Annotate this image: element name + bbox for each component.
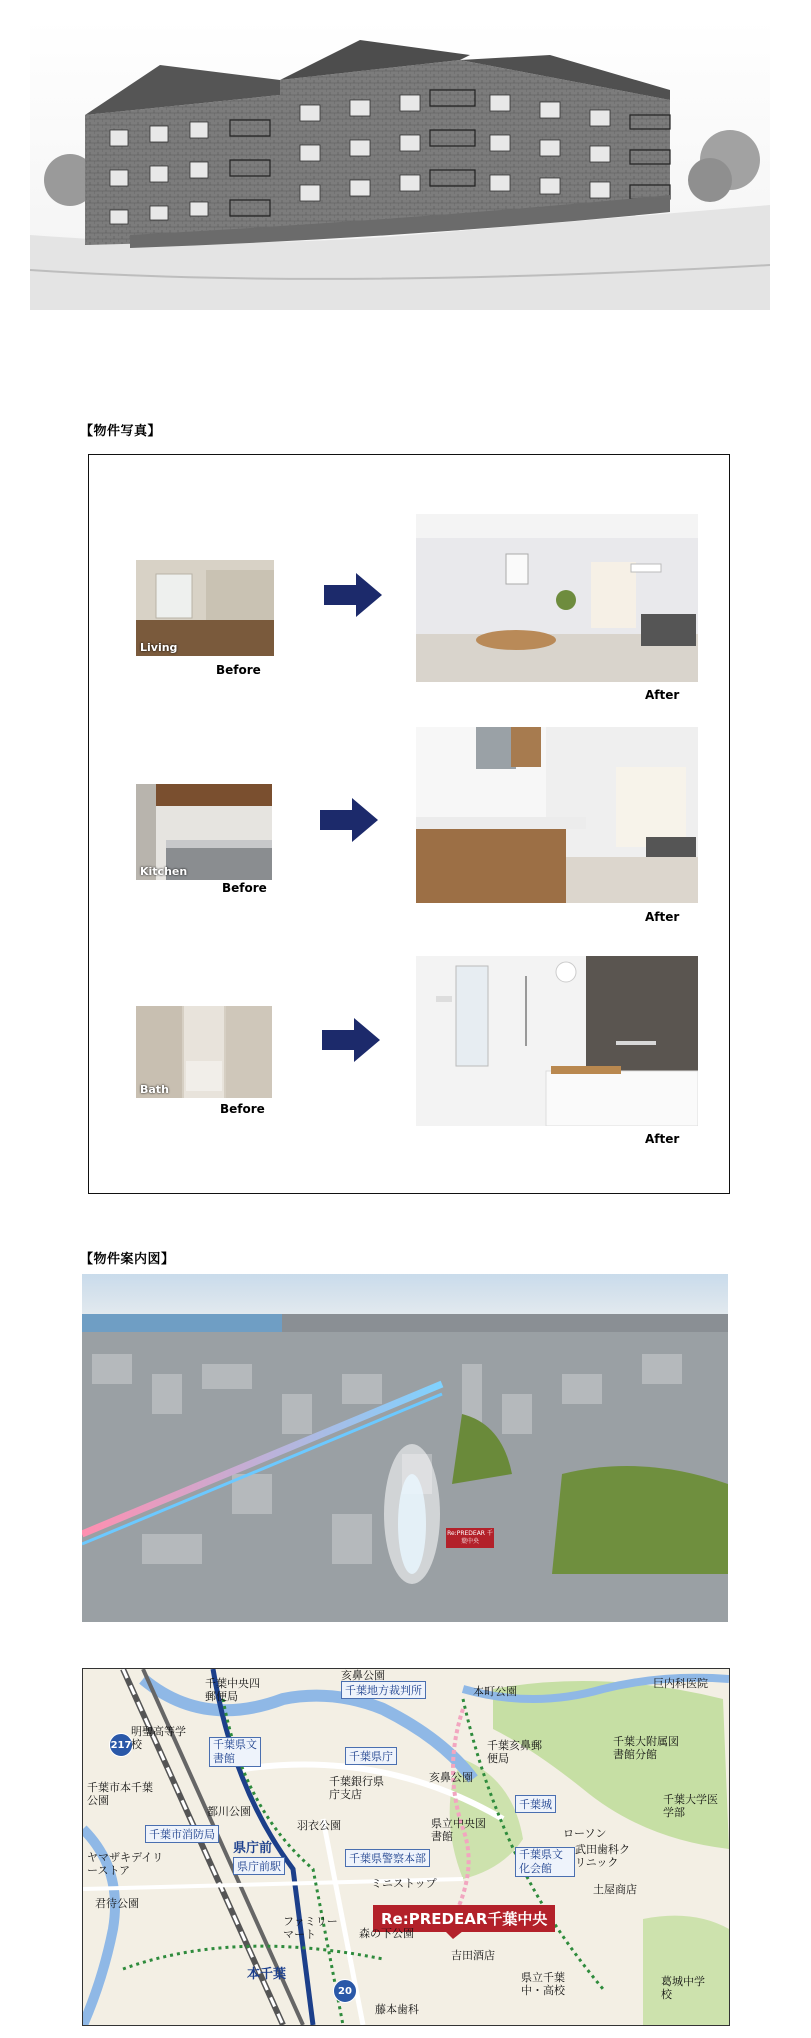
station-honchiba: 本千葉 [247,1967,287,1982]
map-label: 千葉大附属図書館分館 [613,1735,679,1761]
area-map [82,1668,730,2026]
landmark-kenchomae-station: 県庁前駅 [233,1857,285,1875]
map-label: 武田歯科クリニック [575,1843,630,1869]
landmark-chiba-archives: 千葉県文書館 [209,1737,261,1767]
kitchen-before-photo [136,784,272,880]
map-label: 土屋商店 [593,1883,637,1896]
map-label: 葛城中学校 [661,1975,705,2001]
living-after-caption: After [645,688,680,702]
map-label: 都川公園 [207,1805,251,1818]
living-arrow-icon [324,573,382,617]
bath-before-photo [136,1006,272,1098]
map-label: 千葉銀行県庁支店 [329,1775,384,1801]
landmark-chiba-cultural-hall: 千葉県文化会館 [515,1847,575,1877]
landmark-chiba-castle: 千葉城 [515,1795,556,1813]
aerial-property-tag: Re:PREDEAR 千葉中央 [446,1528,494,1548]
map-label: ヤマザキデイリーストア [87,1851,164,1877]
route-20-badge: 20 [333,1979,357,2003]
living-before-caption: Before [216,663,261,677]
bath-before-caption: Before [220,1102,265,1116]
landmark-chiba-district-court: 千葉地方裁判所 [341,1681,426,1699]
bath-after-photo [416,956,698,1126]
kitchen-room-label: Kitchen [140,865,188,878]
kitchen-after-caption: After [645,910,680,924]
map-label: 千葉亥鼻郵便局 [487,1739,542,1765]
map-label: 本町公園 [473,1685,517,1698]
bath-after-caption: After [645,1132,680,1146]
kitchen-before-caption: Before [222,881,267,895]
map-label: 県立中央図書館 [431,1817,486,1843]
map-label: 君待公園 [95,1897,139,1910]
map-label: ミニストップ [371,1877,437,1890]
map-label: 巨内科医院 [653,1677,708,1690]
kitchen-arrow-icon [320,798,378,842]
station-kenchomae: 県庁前 [233,1841,273,1856]
map-label: 千葉中央四郵便局 [205,1677,260,1703]
living-before-photo [136,560,274,656]
map-label: 千葉市本千葉公園 [87,1781,153,1807]
map-label: ローソン [563,1827,607,1840]
kitchen-after-photo [416,727,698,903]
living-room-label: Living [140,641,178,654]
map-label: 吉田酒店 [451,1949,495,1962]
map-label: ファミリーマート [283,1915,338,1941]
map-label: 明聖高等学校 [131,1725,186,1751]
map-label: 藤本歯科 [375,2003,419,2016]
living-after-photo [416,514,698,682]
landmark-chiba-prefectural-office: 千葉県庁 [345,1747,397,1765]
landmark-chiba-police-hq: 千葉県警察本部 [345,1849,430,1867]
guide-section-title: 【物件案内図】 [80,1252,175,1267]
map-label: 羽衣公園 [297,1819,341,1832]
bath-room-label: Bath [140,1083,169,1096]
map-label: 森の下公園 [359,1927,414,1940]
aerial-photo [82,1274,728,1622]
photos-section-title: 【物件写真】 [80,424,162,439]
property-location-label: Re:PREDEAR千葉中央 [373,1905,555,1932]
map-label: 県立千葉中・高校 [521,1971,565,1997]
bath-arrow-icon [322,1018,380,1062]
map-label: 亥鼻公園 [429,1771,473,1784]
landmark-chiba-fire-bureau: 千葉市消防局 [145,1825,219,1843]
building-sketch [30,20,770,310]
map-label: 亥鼻公園 [341,1669,385,1682]
map-label: 千葉大学医学部 [663,1793,718,1819]
route-217-badge: 217 [109,1733,133,1757]
